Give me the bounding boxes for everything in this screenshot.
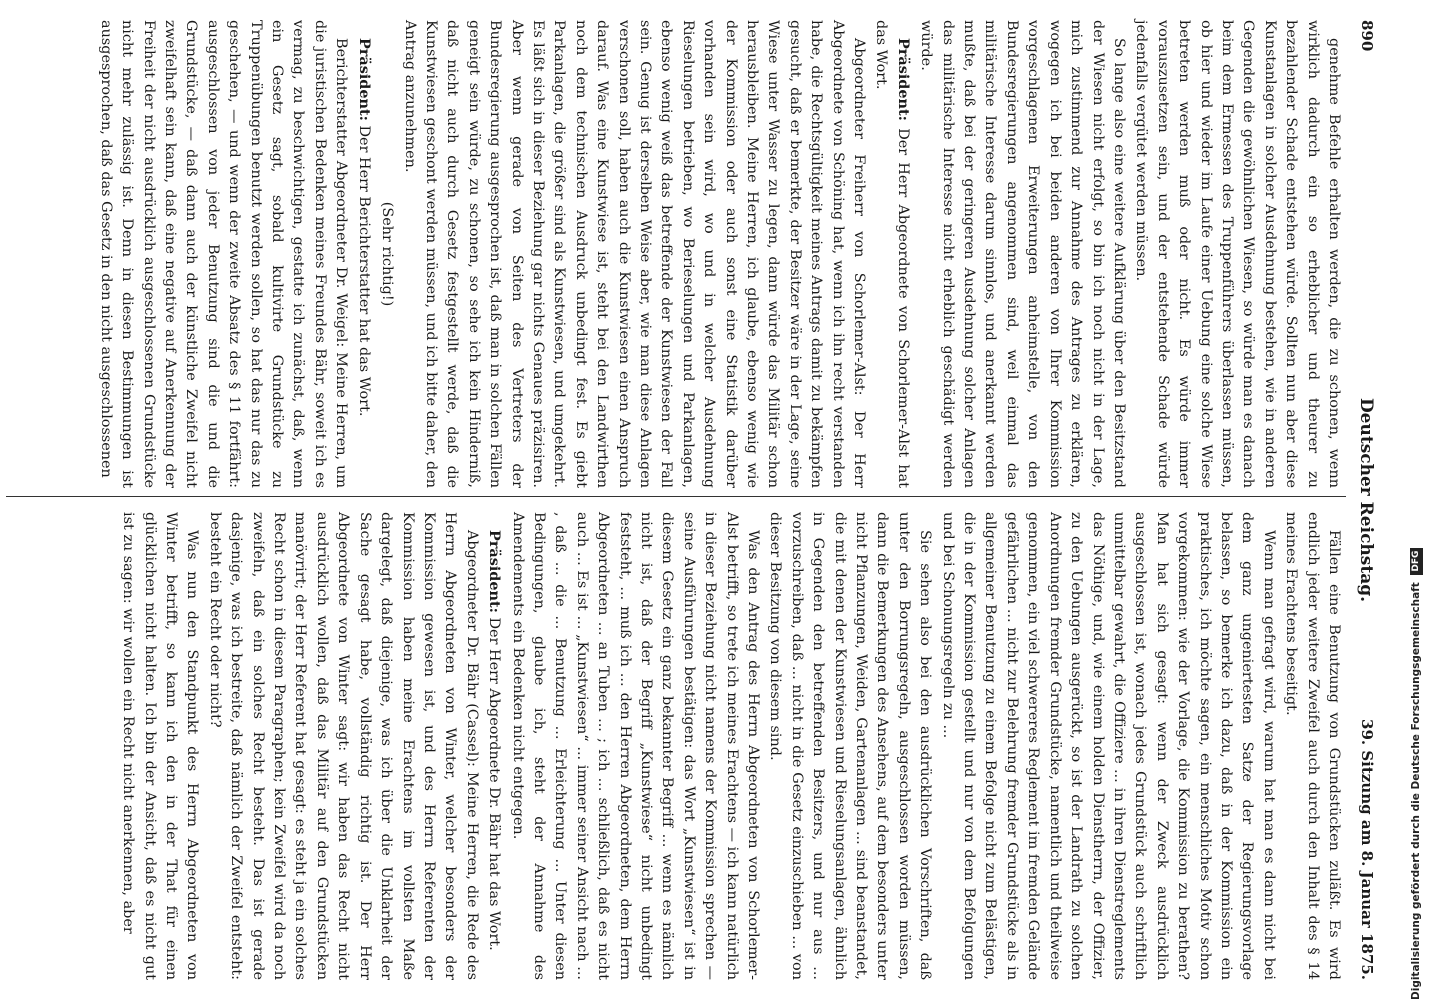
- credit-text: Digitalisierung gefördert durch die Deutsche Forschungsgemeinschaft: [1410, 582, 1422, 1000]
- dfg-logo: DFG: [1410, 548, 1423, 575]
- body-paragraph: Berichterstatter Abgeordneter Dr. Weigel: Meine Herren, um die juristischen Bedenken meines Freundes Bähr, soweit ich es vermag, zu beschwichtigen, gestatte ich zunächst, daß, wenn ein Gesetz sagt, sobald kultivirte Grundstücke zu Truppenübungen benutzt werden sollen, so hat das nur das zu geschehen, — und wenn der zweite Absatz des § 11 fortfährt: ausgeschlossen von jeder Benutzung sind die und die Grundstücke, — daß dann auch der künstliche Zweifel nicht zweifelhaft sein kann, daß eine negative auf Anerkennung der Freiheit der nicht ausdrücklich ausgeschlossenen Grundstücke nicht mehr zulässig ist. Denn in diesen Bestimmungen ist ausgesprochen, daß das Gesetz in den nicht ausgeschlossenen: [97, 20, 350, 488]
- speaker-label: Präsident:: [486, 530, 504, 613]
- body-paragraph: Abgeordneter Freiherr von Schorlemer-Alst: Der Herr Abgeordnete von Schöning hat, wenn ich ihn recht verstanden habe, die Rechtsgültigkeit meines Antrags damit zu bekämpfen gesucht, daß er bemerkte, der Besitzer wäre in der Lage, seine Wiese unter Wasser zu legen, dann würde das Militär schon herausbleiben. Meine Herren, ich glaube, ebenso wenig wie der Kommission oder auch sonst eine Statistik darüber vorhanden sein wird, wo und in welcher Ausdehnung Rieselungen betrieben, wo Berieselungen und Parkanlagen, ebenso wenig weiß das betreffende der Kunstwiesen der Fall sein. Genug ist derselben Weise aber, wie man diese Anlagen verschonen soll, haben auch die Kunstwiesen einen Anspruch darauf. Was eine Kunstwiese ist, steht bei den Landwirthen noch dem technischen Ausdruck unbedingt fest. Es giebt Parkanlagen, die größer sind als Kunstwiesen, und umgekehrt. Es läßt sich in dieser Beziehung gar nichts Genaues präzisiren. Aber wenn gerade von Seiten des Vertreters der Bundesregierung ausgesprochen ist, daß man in solchen Fällen geneigt sein würde, zu schonen, so sehe ich kein Hinderniß, daß nicht auch durch Gesetz festgestellt werde, daß die Kunstwiesen geschont werden müssen, und ich bitte daher, den Antrag anzunehmen.: [401, 20, 868, 488]
- speaker-text: Der Herr Berichterstatter hat das Wort.: [355, 125, 372, 417]
- body-paragraph: So lange also eine weitere Aufklärung über den Besitzstand der Wiesen nicht erfolgt, so bin ich noch nicht in der Lage, mich zustimmend zur Annahme des Antrages zu erklären, wogegen ich bei beiden anderen von Ihrer Kommission vorgeschlagenen Erweiterungen anheimstelle, von den Bundesregierungen angenommen sind, weil einmal das militärische Interesse darum sinnlos, und anerkannt werden mußte, daß bei der geringeren Ausdehnung solcher Anlagen das militärische Interesse nicht erheblich geschädigt werden würde.: [918, 20, 1127, 488]
- session-date: 39. Sitzung am 8. Januar 1875.: [1358, 719, 1376, 980]
- body-paragraph: Wenn man gefragt wird, warum hat man es dann nicht bei dem ganz ungeniertesten Satze der Regierungsvorlage belassen, so bemerke ich dazu, daß in der Kommission ein praktisches, ich möchte sagen, ein menschliches Motiv schon vorgekommen: wie der Vorlage, die Kommission zu berathen? Man hat sich gesagt: wenn der Zweck ausdrücklich ausgeschlossen ist, wonach jedes Grundstück auch schriftlich unmittelbar gewahrt, die Offiziere ... in ihren Dienstreglements das Nöthige, und, wie einem holden Dienstherrn, der Offizier, zu den Uebungen ausgerückt, so ist der Landrath zu solchen Anordnungen fremder Grundstücke, namentlich und theilweise genommen, ein viel schwereres Reglement im fremden Gelände gefährlichen ... nicht zur Belehrung fremder Grundstücke als in allgemeiner Benutzung zu einem Befolge nicht zum Belästigen, die in der Kommission gestellt und nur von dem Befolgungen und bei Schonungsregeln zu ...: [939, 512, 1277, 980]
- digitization-credit: [1405, 0, 1427, 1000]
- journal-title: Deutscher Reichstag.: [1356, 397, 1376, 603]
- column-divider: [6, 496, 1346, 497]
- speaker-text: Der Herr Abgeordnete Dr. Bähr hat das Wort.: [486, 617, 503, 951]
- left-column: [93, 20, 1344, 488]
- speaker-paragraph: [352, 20, 374, 488]
- body-paragraph: Was nun den Standpunkt des Herrn Abgeordneten von Winter betrifft, so kann ich den in der That für einen glücklichen nicht halten. Ich bin der Ansicht, daß es nicht gut ist zu sagen: wir wollen ein Recht nicht anerkennen, aber: [120, 512, 201, 980]
- body-paragraph: Fällen eine Benutzung von Grundstücken zuläßt. Es wird endlich jeder weitere Zweifel auch durch den Inhalt des § 14 meines Erachtens beseitigt.: [1283, 512, 1342, 980]
- speaker-label: Präsident:: [894, 38, 912, 121]
- speaker-paragraph: [870, 20, 914, 488]
- speaker-text: Der Herr Abgeordnete von Schorlemer-Alst hat das Wort.: [873, 20, 911, 488]
- page-number: 890: [1358, 20, 1376, 52]
- interjection: (Sehr richtig!): [379, 201, 396, 307]
- body-paragraph: genehme Befehle erhalten werden, die zu schonen, wenn wirklich dadurch ein so erheblicher und theurer zu bezahlender Schade entstehen würde. Sollten nun aber diese Kunstanlagen in solcher Ausdehnung bestehen, wie in anderen Gegenden die gewöhnlichen Wiesen, so würde man es danach beim dem Ermessen des Truppenführers überlassen müssen, ob hier und wieder im Laufe einer Uebung eine solche Wiese betreten werden muß oder nicht. Es würde immer vorauszusetzen sein, und der entstehende Schade würde jedenfalls vergütet werden müssen.: [1133, 20, 1342, 488]
- page-header: [1352, 20, 1376, 980]
- body-paragraph: Was den Antrag des Herrn Abgeordneten von Schorlemer-Alst betrifft, so trete ich meines Erachtens — ich kann natürlich in dieser Beziehung nicht namens der Kommission sprechen — seine Ausführungen bestätigen: das Wort „Kunstwiesen“ ist in diesem Gesetz ein ganz bekannter Begriff ... wenn es nämlich nicht ist, daß der Begriff „Kunstwiese“ nicht unbedingt feststeht, ... muß ich ... den Herren Abgeordneten, dem Herrn Abgeordneten ... an Tuben ... ; ich ... schließlich, daß es nicht auch ... Es ist ... „Kunstwiesen“ ... immer seiner Ansicht nach ... , daß ... die ... Benutzung ... Erleichterung ... Unter diesen Bedingungen, glaube ich, steht der Annahme des Amendements ein Bedenken nicht entgegen.: [509, 512, 762, 980]
- body-paragraph: Sie sehen also bei den ausdrücklichen Vorschriften, daß unter den Borrungsregeln, ausgeschlossen worden müssen, dann die Bemerkungen des Ansehens, auf dem besonders unter nicht Pflanzungen, Weiden, Gartenanlagen ... sind beanstandet, die mit denen der Kunstwiesen und Rieselungsanlagen, ähnlich in Gegenden den betreffenden Besitzers, und nur aus ... vorzuschreiben, daß ... nicht in die Gesetz einzuschieben ... von dieser Besitzung von diesem sind.: [767, 512, 934, 980]
- speaker-label: Präsident:: [355, 38, 373, 121]
- speaker-paragraph: [483, 512, 505, 980]
- body-paragraph: Abgeordneter Dr. Bähr (Cassel): Meine Herren, die Rede des Herrn Abgeordneten von Winter, welcher besonders der Kommission gewesen ist, und des Herrn Referenten der Kommission haben meine Erachtens im vollsten Maße dargelegt, daß diejenige, was ich über die Unklarheit der Sache gesagt habe, vollständig richtig ist. Der Herr Abgeordnete von Winter sagt: wir haben das Recht nicht ausdrücklich wollen, daß das Militär auf den Grundstücken manövrirt; der Herr Referent hat gesagt: es steht ja ein solches Recht schon in diesem Paragraphen; kein Zweifel wird da noch zweifeln, daß ein solches Recht besteht. Das ist gerade dasjenige, was ich bestreite, daß nämlich der Zweifel entsteht: besteht ein Recht oder nicht?: [206, 512, 480, 980]
- right-column: [116, 512, 1344, 980]
